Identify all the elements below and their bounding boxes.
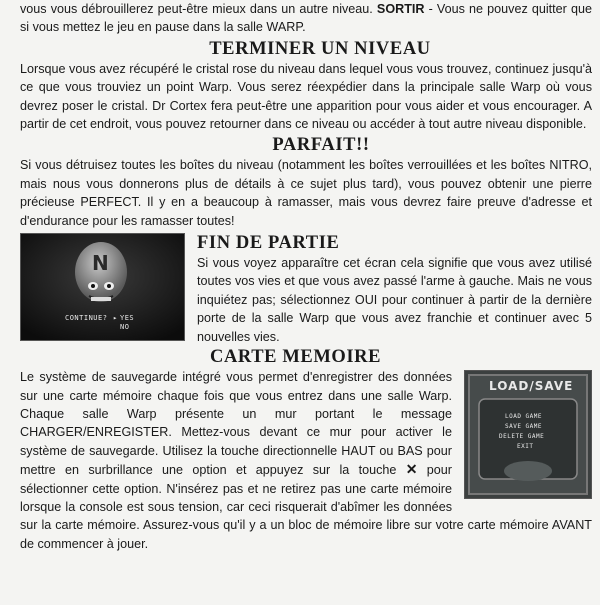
intro-text-after: - Vous ne pouvez quitter que si vous mettez le jeu en pause dans la salle WARP. [20,2,592,35]
load-save-screenshot-wrap [464,370,592,499]
game-over-screenshot [20,233,185,341]
option-load-game: LOAD GAME [505,413,543,421]
no-option: NO [120,323,130,332]
cortex-head-image [21,234,184,340]
load-save-title: LOAD/SAVE [489,379,574,394]
carte-text-before: Le système de sauvegarde intégré vous permet d'enregistrer des données sur une carte mémoire chaque fois que vous entrez dans une salle Warp. Chaque salle Warp présente un mur portant le message CHARGER/ENREGISTER. Mettez-vous devant ce mur pour activer le système de sauvegarde. Utilisez la touche directionnelle HAUT ou BAS pour mettre en surbrillance une option et appuyez sur la touche [20,370,452,478]
heading-terminer: TERMINER UN NIVEAU [209,38,431,59]
parfait-paragraph: Si vous détruisez toutes les boîtes du niveau (notamment les boîtes verrouillées et les boîtes NITRO, mais nous vous donnerons plus de détails à ce sujet plus tard), vous pouvez obtenir une pierre précieuse PERFECT. Il y en a beaucoup à ramasser, mais vous devrez faire preuve d'adresse et d'endurance pour les ramasser toutes! [20,158,592,228]
manual-page [20,0,592,553]
yes-option: YES [120,314,135,323]
fin-paragraph: Si vous voyez apparaître cet écran cela signifie que vous avez utilisé toutes vos vies et que vous avez passé l'arme à gauche. Mais ne vous inquiétez pas; sélectionnez OUI pour continuer à partir de la dernière porte de la salle Warp que vous avez franchie et continuer avec 5 nouvelles vies. [197,256,592,344]
heading-parfait: PARFAIT!! [272,135,370,156]
option-exit: EXIT [517,443,534,451]
game-over-screenshot-wrap [20,233,185,341]
svg-text:N: N [92,251,109,276]
heading-carte: CARTE MEMOIRE [210,347,382,368]
carte-text-after: pour sélectionner cette option. N'insérez pas et ne retirez pas une carte mémoire lorsque la console est sous tension, car ceci risquerait d'abîmer les données sur la carte mémoire. Assurez-vous qu'il y a un bloc de mémoire libre sur votre carte mémoire AVANT de commencer à jouer. [20,463,592,551]
option-delete-game: DELETE GAME [499,433,545,441]
intro-text-before: vous vous débrouillerez peut-être mieux dans un autre niveau. [20,2,373,16]
heading-fin: FIN DE PARTIE [197,233,340,254]
cursor-arrow-icon: ▸ [113,314,118,323]
continue-label: CONTINUE? [65,314,108,323]
intro-paragraph [20,0,592,37]
option-save-game: SAVE GAME [505,423,543,431]
cross-button-icon: ✕ [405,461,418,478]
load-save-screenshot [464,370,592,499]
sortir-keyword: SORTIR [376,2,425,16]
terminer-paragraph: Lorsque vous avez récupéré le cristal rose du niveau dans lequel vous vous trouvez, continuez jusqu'à ce que vous trouviez un point Warp. Vous serez réexpédier dans la principale salle Warp où vous devrez poser le cristal. Dr Cortex fera peut-être une apparition pour vous aider et vous encourager. A partir de cet endroit, vous pouvez retourner dans ce niveau ou accéder à tout autre niveau disponible. [20,61,592,132]
